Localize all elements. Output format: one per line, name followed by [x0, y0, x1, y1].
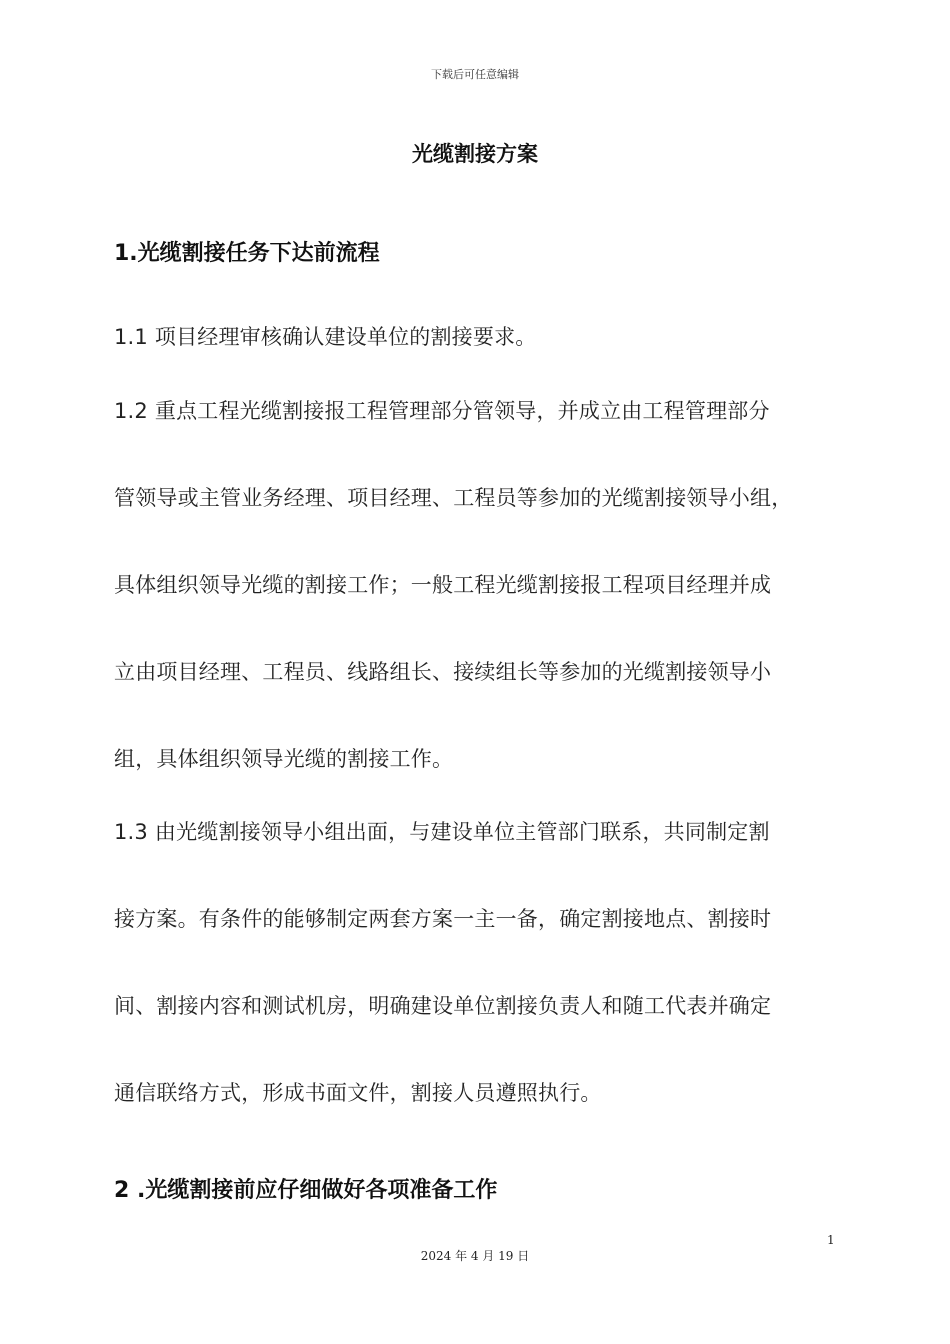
section-1-heading: 1.光缆割接任务下达前流程	[114, 241, 380, 266]
paragraph-1-2-line: 具体组织领导光缆的割接工作；一般工程光缆割接报工程项目经理并成	[114, 573, 772, 597]
paragraph-1-1-line: 1.1 项目经理审核确认建设单位的割接要求。	[114, 325, 537, 349]
paragraph-1-2-line: 组，具体组织领导光缆的割接工作。	[114, 747, 454, 771]
paragraph-1-3-line: 通信联络方式，形成书面文件，割接人员遵照执行。	[114, 1081, 602, 1105]
paragraph-1-2-line: 立由项目经理、工程员、线路组长、接续组长等参加的光缆割接领导小	[114, 660, 772, 684]
section-2-heading: 2 .光缆割接前应仔细做好各项准备工作	[114, 1178, 498, 1203]
footer-date: 2024 年 4 月 19 日	[420, 1249, 530, 1263]
document-title: 光缆割接方案	[412, 142, 538, 166]
page-number: 1	[827, 1233, 835, 1247]
header-note: 下载后可任意编辑	[431, 68, 519, 81]
paragraph-1-3-line: 间、割接内容和测试机房，明确建设单位割接负责人和随工代表并确定	[114, 994, 772, 1018]
paragraph-1-2-line: 管领导或主管业务经理、项目经理、工程员等参加的光缆割接领导小组，	[114, 486, 793, 510]
paragraph-1-3-line: 接方案。有条件的能够制定两套方案一主一备，确定割接地点、割接时	[114, 907, 772, 931]
paragraph-1-3-line: 1.3 由光缆割接领导小组出面，与建设单位主管部门联系，共同制定割	[114, 820, 770, 844]
paragraph-1-2-line: 1.2 重点工程光缆割接报工程管理部分管领导，并成立由工程管理部分	[114, 399, 770, 423]
